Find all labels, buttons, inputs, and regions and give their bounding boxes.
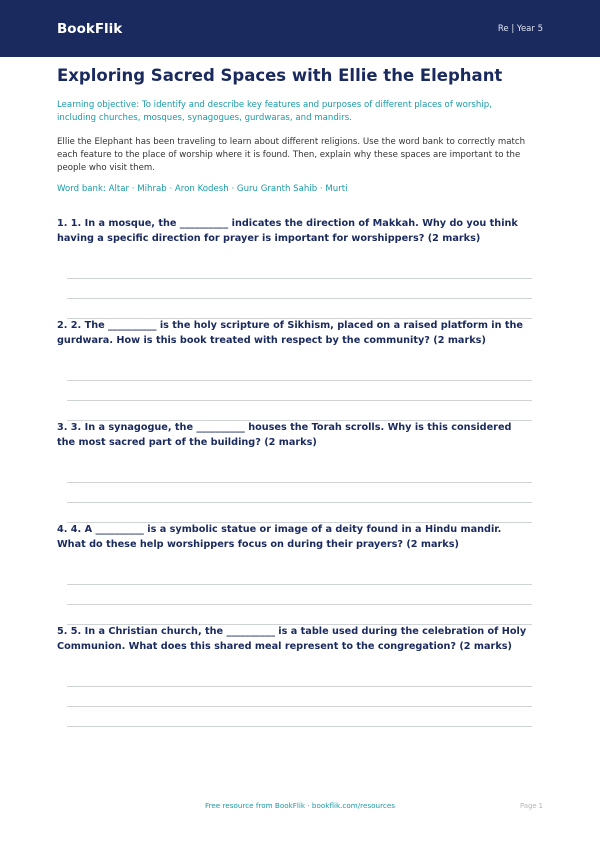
instructions-text: Ellie the Elephant has been traveling to learn about different religions. Use the word bank to correctly match each feature to the place of worship where it is found. Then, explain why these spaces are important to the people who visit them. <box>57 137 526 173</box>
answer-line[interactable] <box>67 278 532 279</box>
question-3 <box>57 420 532 450</box>
answer-line[interactable] <box>67 380 532 381</box>
question-5 <box>57 624 532 654</box>
subject-year-label: Re | Year 5 <box>497 23 543 34</box>
answer-line[interactable] <box>67 400 532 401</box>
word-bank: Word bank: Altar · Mihrab · Aron Kodesh · Guru Granth Sahib · Murti <box>57 184 348 194</box>
worksheet-title: Exploring Sacred Spaces with Ellie the Elephant <box>57 66 503 85</box>
answer-line[interactable] <box>67 726 532 727</box>
question-4 <box>57 522 532 552</box>
question-text: 4. 4. A __________ is a symbolic statue or image of a deity found in a Hindu mandir. What do these help worshippers focus on during their prayers? (2 marks) <box>57 524 502 550</box>
answer-line[interactable] <box>67 482 532 483</box>
worksheet-intro <box>57 66 532 196</box>
answer-line[interactable] <box>67 604 532 605</box>
question-text: 1. 1. In a mosque, the __________ indicates the direction of Makkah. Why do you think having a specific direction for prayer is important for worshippers? (2 marks) <box>57 218 518 244</box>
question-text: 3. 3. In a synagogue, the __________ houses the Torah scrolls. Why is this considered the most sacred part of the building? (2 marks) <box>57 422 512 448</box>
page-number: Page 1 <box>520 802 543 810</box>
footer-credit: Free resource from BookFlik · bookflik.com/resources <box>204 801 396 810</box>
answer-line[interactable] <box>67 502 532 503</box>
answer-line[interactable] <box>67 584 532 585</box>
brand-logo: BookFlik <box>57 20 123 37</box>
learning-objective: Learning objective: To identify and describe key features and purposes of different places of worship, including churches, mosques, synagogues, gurdwaras, and mandirs. <box>57 100 492 123</box>
question-text: 5. 5. In a Christian church, the __________ is a table used during the celebration of Holy Communion. What does this shared meal represent to the congregation? (2 marks) <box>57 626 527 652</box>
question-text: 2. 2. The __________ is the holy scripture of Sikhism, placed on a raised platform in the gurdwara. How is this book treated with respect by the community? (2 marks) <box>57 320 523 346</box>
question-1 <box>57 216 532 246</box>
answer-line[interactable] <box>67 686 532 687</box>
answer-line[interactable] <box>67 298 532 299</box>
answer-line[interactable] <box>67 706 532 707</box>
question-2 <box>57 318 532 348</box>
page-header <box>0 0 600 57</box>
